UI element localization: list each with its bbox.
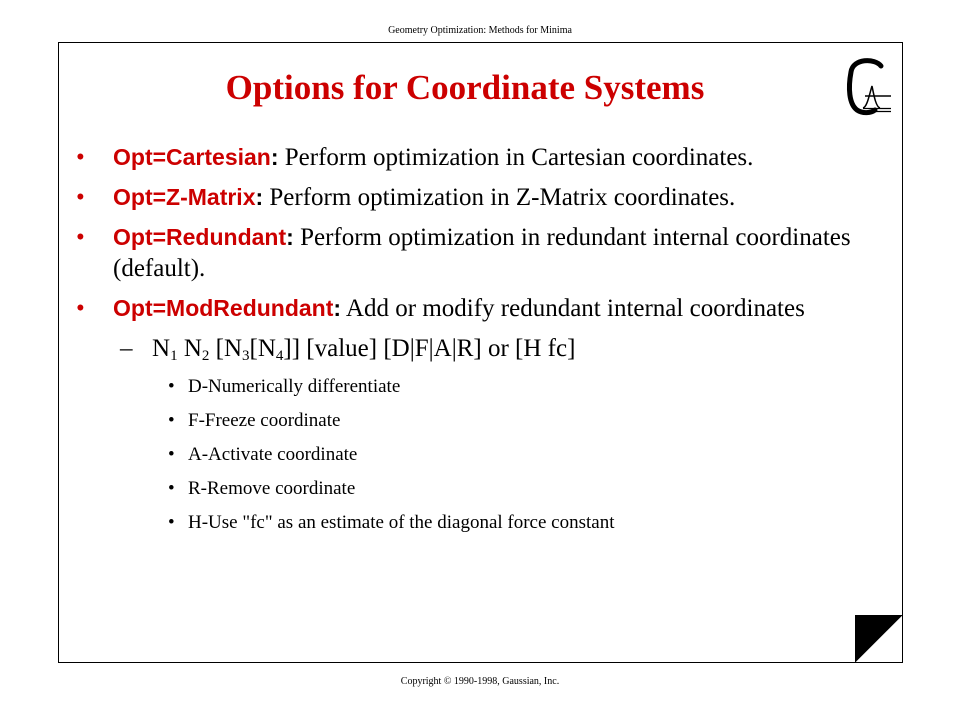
sub-bullet-dot: • (168, 444, 175, 465)
sub-bullet-text: H-Use "fc" as an estimate of the diagonal force constant (188, 512, 615, 533)
bullet-z-matrix (76, 182, 876, 213)
slide-header: Geometry Optimization: Methods for Minima (388, 25, 572, 36)
syntax-n: N (152, 335, 171, 362)
sub-bullet-r (76, 472, 876, 506)
syntax-sub-4: 4 (275, 348, 284, 364)
syntax-rest: ]] [value] [D|F|A|R] or [H fc] (283, 335, 576, 362)
syntax-n: N (183, 335, 202, 362)
option-description: Add or modify redundant internal coordinates (341, 295, 805, 322)
option-colon: : (333, 295, 342, 321)
sub-bullet-dot: • (168, 410, 175, 431)
bullet-dot: • (76, 184, 85, 211)
option-description: Perform optimization in Z-Matrix coordinates. (263, 184, 736, 211)
bullet-cartesian (76, 142, 876, 173)
option-name: Opt=Redundant (113, 224, 287, 250)
sub-bullet-a (76, 438, 876, 472)
syntax-sub-2: 2 (201, 348, 210, 364)
sub-bullet-f (76, 404, 876, 438)
bullet-dot: • (76, 295, 85, 322)
sub-bullet-text: R-Remove coordinate (188, 478, 356, 499)
sub-bullet-text: A-Activate coordinate (188, 444, 358, 465)
sub-bullet-h (76, 506, 876, 540)
syntax-open-n3: [N (209, 335, 243, 362)
page-corner-fold-icon (855, 615, 902, 662)
syntax-sub-1: 1 (170, 348, 178, 364)
syntax-line (76, 333, 876, 364)
sub-bullet-dot: • (168, 512, 175, 533)
sub-bullet-text: D-Numerically differentiate (188, 376, 401, 397)
bullet-modredundant (76, 293, 876, 324)
sub-bullet-dot: • (168, 478, 175, 499)
bullet-redundant (76, 222, 876, 284)
slide-footer: Copyright © 1990-1998, Gaussian, Inc. (400, 676, 560, 687)
option-name: Opt=Z-Matrix (113, 184, 256, 210)
slide-content (76, 142, 876, 540)
option-colon: : (270, 144, 279, 170)
option-colon: : (255, 184, 264, 210)
bullet-dot: • (76, 224, 85, 251)
option-description: Perform optimization in Cartesian coordinates. (278, 144, 754, 171)
slide-title: Options for Coordinate Systems (225, 68, 705, 107)
sub-bullet-dot: • (168, 376, 175, 397)
option-name: Opt=ModRedundant (113, 295, 334, 321)
sub-bullet-d (76, 370, 876, 404)
gaussian-logo-icon (843, 56, 893, 118)
option-description: Perform optimization in redundant internal coordinates (default). (113, 224, 851, 282)
syntax-sub-3: 3 (242, 348, 250, 364)
option-colon: : (286, 224, 294, 250)
syntax-open-n4: [N (249, 335, 276, 362)
option-name: Opt=Cartesian (113, 144, 271, 170)
dash-marker: – (120, 335, 133, 362)
sub-bullet-text: F-Freeze coordinate (188, 410, 341, 431)
bullet-dot: • (76, 144, 85, 171)
